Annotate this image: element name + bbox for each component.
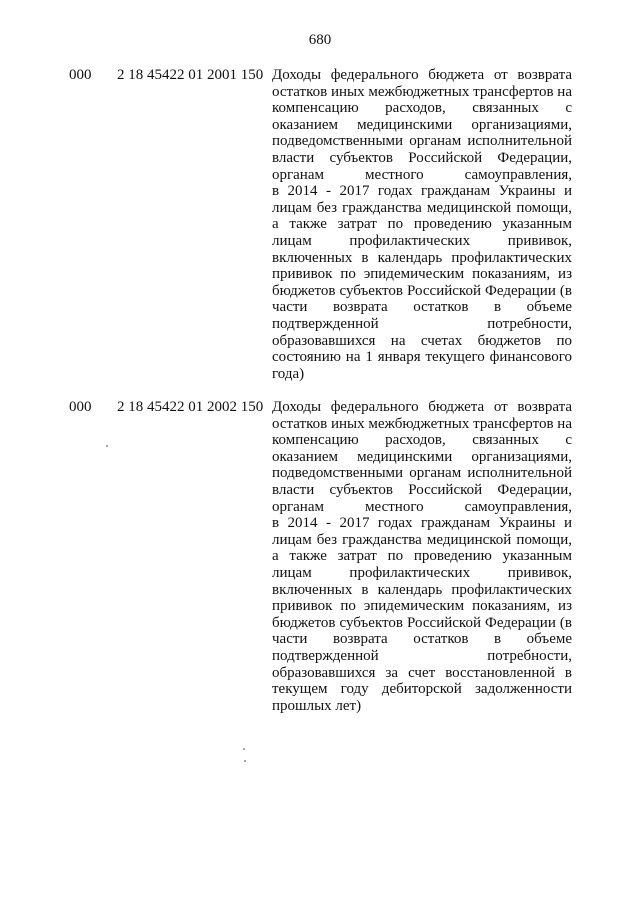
description-line: лицам профилактических прививок, [272,564,572,581]
administrator-code: 000 [69,67,92,83]
description-line: власти субъектов Российской Федерации, [272,481,572,498]
description-line: подведомственными органам исполнительной [272,465,572,482]
description-line: подтвержденной потребности, [272,315,572,332]
description-line: образовавшихся на счетах бюджетов по [272,332,572,349]
description-line: образовавшихся за счет восстановленной в [272,664,572,681]
budget-classification-code: 2 18 45422 01 2001 150 [117,67,264,83]
description-line: органам местного самоуправления, [272,166,572,183]
description-line: в 2014 - 2017 годах гражданам Украины и [272,515,572,532]
description-line: Доходы федерального бюджета от возврата [272,67,572,83]
description-line: а также затрат по проведению указанным [272,548,572,565]
description-line: включенных в календарь профилактических [272,249,572,266]
description-line: подтвержденной потребности, [272,647,572,664]
description-line: лицам без гражданства медицинской помощи, [272,531,572,548]
page-number: 680 [308,32,332,48]
description-line: лицам без гражданства медицинской помощи, [272,199,572,216]
description-line: подведомственными органам исполнительной [272,133,572,150]
scan-speck [243,748,245,750]
budget-classification-code: 2 18 45422 01 2002 150 [117,399,264,415]
description-line: оказанием медицинскими организациями, [272,448,572,465]
description-line: Доходы федерального бюджета от возврата [272,399,572,415]
scan-speck [106,445,108,447]
administrator-code: 000 [69,399,92,415]
scan-speck [244,760,246,762]
description-line: лицам профилактических прививок, [272,232,572,249]
description-line: части возврата остатков в объеме [272,299,572,316]
description-line: года) [272,365,305,382]
description-line: в 2014 - 2017 годах гражданам Украины и [272,183,572,200]
description-line: включенных в календарь профилактических [272,581,572,598]
description-line: текущем году дебиторской задолженности [272,681,572,698]
description-line: остатков иных межбюджетных трансфертов на [272,415,572,432]
description-line: части возврата остатков в объеме [272,631,572,648]
description-line: прошлых лет) [272,697,362,714]
entry-description [272,67,572,382]
entry-description [272,399,572,714]
description-line: органам местного самоуправления, [272,498,572,515]
description-line: оказанием медицинскими организациями, [272,116,572,133]
description-line: бюджетов субъектов Российской Федерации (в [272,614,572,631]
description-line: а также затрат по проведению указанным [272,216,572,233]
description-line: бюджетов субъектов Российской Федерации (в [272,282,572,299]
description-line: состоянию на 1 января текущего финансового [272,349,572,366]
description-line: прививок по эпидемическим показаниям, из [272,598,572,615]
description-line: остатков иных межбюджетных трансфертов на [272,83,572,100]
description-line: прививок по эпидемическим показаниям, из [272,266,572,283]
description-line: власти субъектов Российской Федерации, [272,149,572,166]
description-line: компенсацию расходов, связанных с [272,432,572,449]
description-line: компенсацию расходов, связанных с [272,100,572,117]
